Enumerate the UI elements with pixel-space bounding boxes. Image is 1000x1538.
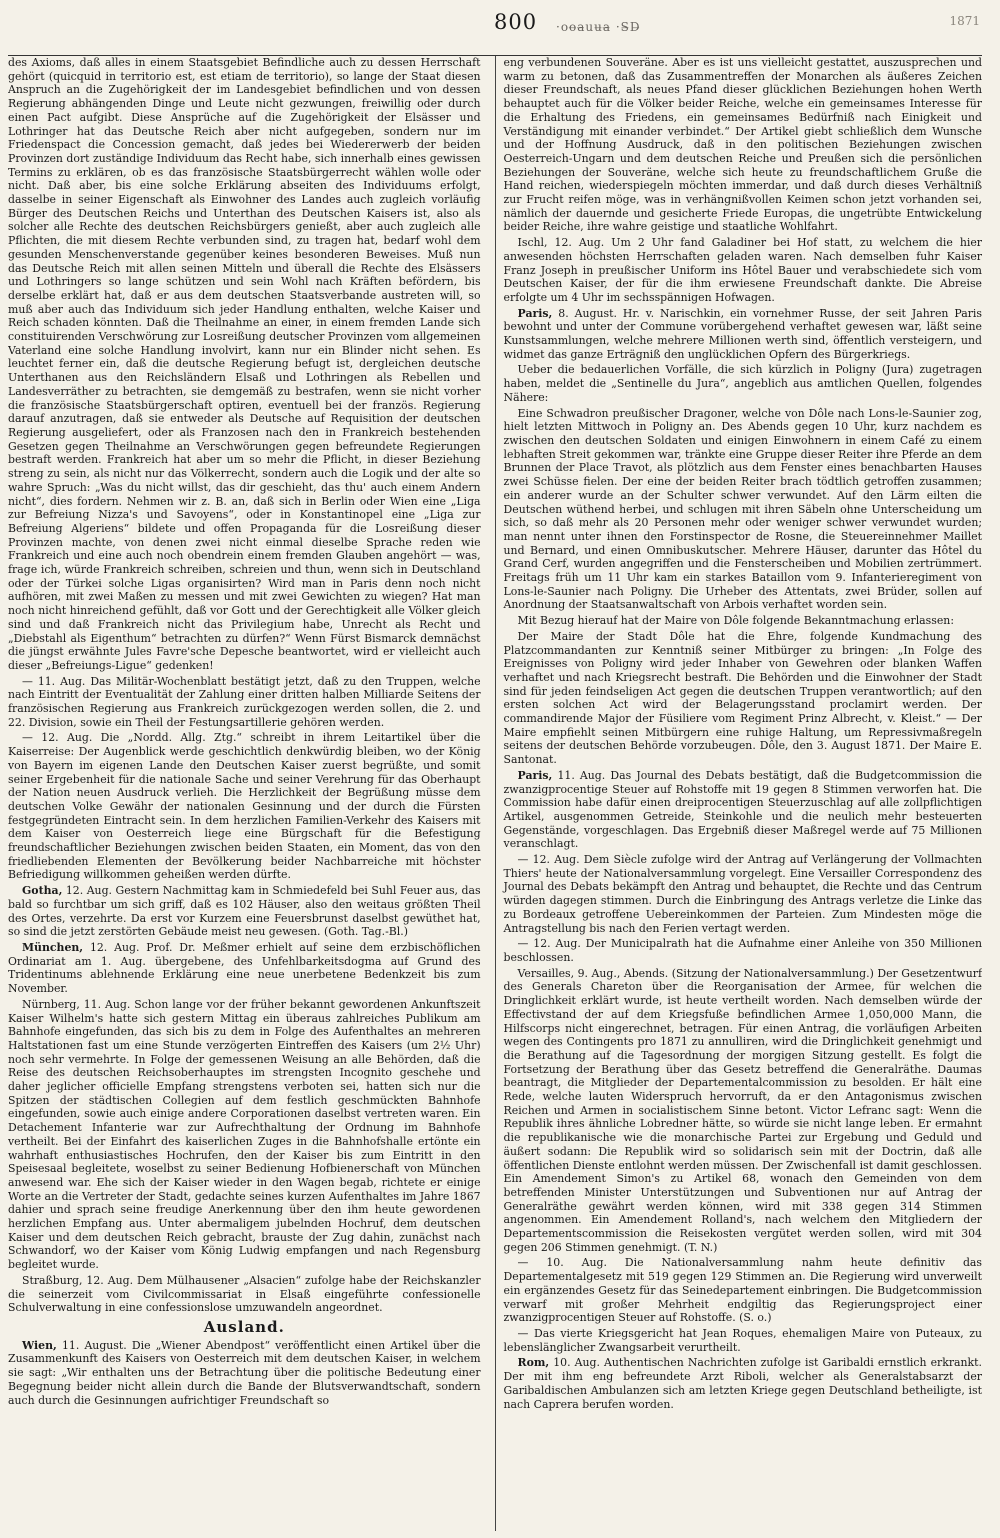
article-paragraph: — 12. Aug. Die „Nordd. Allg. Ztg.“ schreibt in ihrem Leitartikel über die Kaiserreise: Der Augenblick werde geschichtlich denkwürdig bleiben, wo der König von Bayern im eigenen Lande den Deutschen Kaiser zuerst begrüßte, und somit seiner Ergebenheit für die nationale Sache und seiner Verehrung für das Oberhaupt der Nation neuen Ausdruck verlieh. Die Herzlichkeit der Begrüßung müsse dem deutschen Volke Gewähr der nationalen Gesinnung und der durch die Fürsten festgegründeten Eintracht sein. In dem herzlichen Familien-Verkehr des Kaisers mit dem Kaiser von Oesterreich liege eine Bürgschaft für die Befestigung freundschaftlicher Beziehungen zwischen beiden Staaten, ein Moment, das von den friedliebenden Elementen der Bevölkerung beider Nachbarreiche mit höchster Befriedigung willkommen geheißen werden dürfte.	[8, 731, 481, 882]
column-divider	[495, 56, 496, 1531]
article-paragraph: Der Maire der Stadt Dôle hat die Ehre, folgende Kundmachung des Platzcommandanten zur Kenntniß seiner Mitbürger zu bringen: „In Folge des Ereignisses von Poligny wird jeder Inhaber von Gewehren oder blanken Waffen verhaftet und nach Kriegsrecht bestraft. Die Behörden und die Einwohner der Stadt sind für jeden feindseligen Act gegen die deutschen Truppen verantwortlich; auf den ersten solchen Act wird der Belagerungsstand proclamirt werden. Der commandirende Major der Füsiliere vom Regiment Prinz Albrecht, v. Kleist.“ — Der Maire empfiehlt seinen Mitbürgern eine ruhige Haltung, um Repressivmaßregeln seitens der deutschen Behörde vorzubeugen. Dôle, den 3. August 1871. Der Maire E. Santonat.	[503, 629, 982, 767]
article-paragraph: Versailles, 9. Aug., Abends. (Sitzung der Nationalversammlung.) Der Gesetzentwurf des Generals Chareton über die Reorganisation der Armee, für welchen die Dringlichkeit erklärt wurde, ist heute vertheilt worden. Nach demselben würde der Effectivstand der auf dem Kriegsfuße befindlichen Armee 1,050,000 Mann, die Hilfscorps nicht eingerechnet, betragen. Für einen Antrag, die vorläufigen Arbeiten wegen des Contingents pro 1871 zu annulliren, wird die Dringlichkeit genehmigt und die Berathung auf die Tagesordnung der morgigen Sitzung gestellt. Es folgt die Fortsetzung der Berathung über das Gesetz betreffend die Generalräthe. Daumas beantragt, die Mitglieder der Departementalcommission zu besolden. Er hält eine Rede, welche lauten Widerspruch hervorruft, da er den Antagonismus zwischen Reichen und Armen in socialistischem Sinne betont. Victor Lefranc sagt: Wenn die Republik ihres ähnliche Lobredner hätte, so würde sie nicht lange leben. Er ermahnt die republikanische wie die monarchische Partei zur Ergebung und Geduld und äußert sodann: Die Republik wird so solidarisch sein mit der Doctrin, daß alle öffentlichen Dienste entlohnt werden müssen. Der Zwischenfall ist damit geschlossen. Ein Amendement Simon's zu Artikel 68, wonach den Gemeinden von dem betreffenden Minister Unterstützungen und Subventionen nur auf Antrag der Generalräthe gewährt werden können, wird mit 338 gegen 314 Stimmen angenommen. Ein Amendement Rolland's, nach welchem den Mitgliedern der Departementscommission die Reisekosten vergütet werden sollen, wird mit 304 gegen 206 Stimmen genehmigt. (T. N.)	[503, 966, 982, 1254]
article-paragraph: — 12. Aug. Der Municipalrath hat die Aufnahme einer Anleihe von 350 Millionen beschlossen.	[503, 937, 982, 964]
header-year: 1871	[949, 14, 980, 28]
right-column	[502, 56, 982, 1531]
article-paragraph: — 10. Aug. Die Nationalversammlung nahm heute definitiv das Departementalgesetz mit 519 gegen 129 Stimmen an. Die Regierung wird unverweilt ein ergänzendes Gesetz für das Seinedepartement einbringen. Die Budgetcommission verwarf mit großer Mehrheit endgiltig das Regierungsproject einer zwanzigprocentigen Steuer auf Rohstoffe. (S. o.)	[503, 1256, 982, 1325]
header-rule	[8, 55, 982, 56]
text-columns	[8, 56, 982, 1531]
article-paragraph	[504, 1356, 982, 1411]
page-number: 800	[494, 10, 538, 34]
dateline-place: München,	[22, 941, 84, 954]
article-paragraph: — Das vierte Kriegsgericht hat Jean Roques, ehemaligen Maire von Puteaux, zu lebenslänglicher Zwangsarbeit verurtheilt.	[503, 1326, 982, 1354]
article-text: 10. Aug. Authentischen Nachrichten zufolge ist Garibaldi ernstlich erkrankt. Der mit ihm eng befreundete Arzt Riboli, welcher als Generalstabsarzt der Garibaldischen Ambulanzen sich am letzten Kriege gegen Deutschland betheiligte, ist nach Caprera berufen worden.	[503, 1356, 982, 1411]
section-heading: Ausland.	[203, 1317, 285, 1336]
article-text: 11. August. Die „Wiener Abendpost“ veröffentlicht einen Artikel über die Zusammenkunft des Kaisers von Oesterreich mit dem deutschen Kaiser, in welchem sie sagt: „Wir enthalten uns der Betrachtung über die politische Bedeutung einer Begegnung beider nicht allein durch die Bande der Blutsverwandtschaft, sondern auch durch die Gesinnungen aufrichtiger Freundschaft so	[8, 1338, 481, 1407]
dateline-place: Rom,	[517, 1356, 550, 1370]
article-text: 8. August. Hr. v. Narischkin, ein vornehmer Russe, der seit Jahren Paris bewohnt und unter der Commune vorübergehend verhaftet gewesen war, läßt seine Kunstsammlungen, welche mehrere Millionen werth sind, öffentlich versteigern, und widmet das ganze Erträgniß den unglücklichen Opfern des Bürgerkriegs.	[503, 306, 982, 361]
article-text: 12. Aug. Prof. Dr. Meßmer erhielt auf seine dem erzbischöflichen Ordinariat am 1. Aug. übergebene, des Unfehlbarkeitsdogma auf Grund des Tridentinums ablehnende Erklärung eine neue unerbetene Bedenkzeit bis zum November.	[8, 941, 481, 996]
article-paragraph: Ischl, 12. Aug. Um 2 Uhr fand Galadiner bei Hof statt, zu welchem die hier anwesenden höchsten Herrschaften geladen waren. Nach demselben fuhr Kaiser Franz Joseph in preußischer Uniform ins Hôtel Bauer und verabschiedete sich vom Deutschen Kaiser, der für die ihm erwiesene Freundschaft dankte. Die Abreise erfolgte um 4 Uhr im sechsspännigen Hofwagen.	[503, 236, 982, 304]
article-paragraph: des Axioms, daß alles in einem Staatsgebiet Befindliche auch zu dessen Herrschaft gehört (quicquid in territorio est, est etiam de territorio), so lange der Staat diesen Anspruch an die Zugehörigkeit der im Landesgebiet befindlichen und von dessen Regierung abhängenden Dinge und Leute nicht gezwungen, freiwillig oder durch einen Pact aufgibt. Diese Ansprüche auf die Zugehörigkeit der Elsässer und Lothringer hat das Deutsche Reich aber nicht aufgegeben, sondern nur im Friedenspact die Concession gemacht, daß jedes bei Wiedererwerb der beiden Provinzen dort zuständige Individuum das Recht habe, sich innerhalb eines gewissen Termins zu erklären, ob es das französische Staatsbürgerrecht wählen wolle oder nicht. Daß aber, bis eine solche Erklärung abseiten des Individuums erfolgt, dasselbe in seiner Eigenschaft als Einwohner des Landes auch zugleich vorläufig Bürger des Deutschen Reichs und Unterthan des Deutschen Kaisers ist, also als solcher alle Rechte des deutschen Reichsbürgers genießt, aber auch zugleich alle Pflichten, die mit diesem Rechte verbunden sind, zu tragen hat, bedarf wohl dem gesunden Menschenverstande gegenüber keines besonderen Beweises. Muß nun das Deutsche Reich mit allen seinen Mitteln und überall die Rechte des Elsässers und Lothringers so lange schützen und sein Wohl nach Kräften befördern, bis derselbe erklärt hat, daß er aus dem deutschen Staatsverbande austreten will, so muß aber auch das Individuum sich jeder Handlung enthalten, welche Kaiser und Reich schaden könnten. Daß die Theilnahme an einer, in einem fremden Lande sich constituirenden Verschwörung zur Losreißung deutscher Provinzen vom allgemeinen Vaterland eine solche Handlung involvirt, kann nur ein Blinder nicht sehen. Es leuchtet ferner ein, daß die deutsche Regierung befugt ist, dergleichen deutsche Unterthanen aus den Reichsländern Elsaß und Lothringen als Rebellen und Landesverräther zu betrachten, sie demgemäß zu bestrafen, wenn sie nicht vorher die französische Staatsbürgerschaft optiren, eventuell bei der französ. Regierung darauf anzutragen, daß sie entweder als Deutsche auf Requisition der deutschen Regierung ausgeliefert, oder als Franzosen nach den in Frankreich bestehenden Gesetzen gegen Theilnahme an Verschwörungen gegen befreundete Regierungen bestraft werden. Frankreich hat aber um so mehr die Pflicht, in dieser Beziehung streng zu sein, als nicht nur das Völkerrecht, sondern auch die Logik und der alte so wahre Spruch: „Was du nicht willst, das dir geschieht, das thu' auch einem Andern nicht“, dies fordern. Nehmen wir z. B. an, daß sich in Berlin oder Wien eine „Liga zur Befreiung Nizza's und Savoyens“, oder in Konstantinopel eine „Liga zur Befreiung Algeriens“ bildete und offen Propaganda für die Losreißung dieser Provinzen machte, von denen zwei nicht einmal dieselbe Sprache reden wie Frankreich und eine auch noch obendrein einem fremden Glauben angehört — was, frage ich, würde Frankreich schreiben, schreien und thun, wenn sich in Deutschland oder der Türkei solche Ligas organisirten? Wird man in Paris denn noch nicht aufhören, mit zwei Maßen zu messen und mit zwei Gewichten zu wiegen? Hat man noch nicht hinreichend gefühlt, daß vor Gott und der Gerechtigkeit alle Völker gleich sind und daß Frankreich nicht das Privilegium habe, Unrecht als Recht und „Diebstahl als Eigenthum“ betrachten zu dürfen?“ Wenn Fürst Bismarck demnächst die jüngst erwähnte Jules Favre'sche Depesche beantwortet, wird er vielleicht auch dieser „Befreiungs-Ligue“ gedenken!	[8, 56, 481, 672]
article-paragraph: eng verbundenen Souveräne. Aber es ist uns vielleicht gestattet, auszusprechen und warm zu betonen, daß das Zusammentreffen der Monarchen als äußeres Zeichen dieser Freundschaft, als neues Pfand dieser glücklichen Beziehungen hohen Werth behauptet auch für die Völker beider Reiche, welche ein gemeinsames Interesse für die Erhaltung des Friedens, ein gemeinsames Bedürfniß nach Einigkeit und Verständigung mit einander verbindet.“ Der Artikel giebt schließlich dem Wunsche und der Hoffnung Ausdruck, daß in den politischen Beziehungen zwischen Oesterreich-Ungarn und dem deutschen Reiche und Preußen sich die persönlichen Beziehungen der Souveräne, welche sich heute zu freundschaftlichem Gruße die Hand reichen, wiederspiegeln möchten immerdar, und daß durch dieses Verhältniß zur Frucht reifen möge, was in verhängnißvollen Keimen schon jetzt vorhanden sei, nämlich der dauernde und gesicherte Friede Europas, die ungetrübte Entwickelung beider Reiche, ihre wahre geistige und staatliche Wohlfahrt.	[503, 56, 982, 234]
article-paragraph	[504, 307, 982, 362]
article-paragraph	[8, 1339, 481, 1408]
left-column	[8, 56, 489, 1531]
article-paragraph	[504, 769, 982, 851]
article-paragraph	[8, 941, 481, 996]
article-paragraph: Mit Bezug hierauf hat der Maire von Dôle folgende Bekanntmachung erlassen:	[517, 614, 954, 628]
article-paragraph: — 11. Aug. Das Militär-Wochenblatt bestätigt jetzt, daß zu den Truppen, welche nach Eintritt der Eventualität der Zahlung einer dritten halben Milliarde Seitens der französischen Regierung aus Frankreich zurückgezogen werden sollen, die 2. und 22. Division, sowie ein Theil der Festungsartillerie gehören werden.	[8, 674, 481, 729]
article-text: 12. Aug. Gestern Nachmittag kam in Schmiedefeld bei Suhl Feuer aus, das bald so furchtbar um sich griff, daß es 102 Häuser, also den weitaus größten Theil des Ortes, verzehrte. Da erst vor Kurzem eine Feuersbrunst daselbst gewüthet hat, so sind die jetzt zerstörten Gebäude meist neu gewesen. (Goth. Tag.-Bl.)	[8, 884, 481, 939]
article-text: 11. Aug. Das Journal des Debats bestätigt, daß die Budgetcommission die zwanzigprocentige Steuer auf Rohstoffe mit 19 gegen 8 Stimmen verworfen hat. Die Commission habe dafür einen dreiprocentigen Steuerzuschlag auf alle zollpflichtigen Artikel, ausgenommen Getreide, Steinkohle und die neulich mehr besteuerten Gegenstände, vorgeschlagen. Das Ergebniß dieser Maßregel werde auf 75 Millionen veranschlagt.	[503, 768, 982, 851]
article-paragraph: Eine Schwadron preußischer Dragoner, welche von Dôle nach Lons-le-Saunier zog, hielt letzten Mittwoch in Poligny an. Des Abends gegen 10 Uhr, kurz nachdem es zwischen den deutschen Soldaten und einigen Einwohnern in einem Café zu einem lebhaften Streit gekommen war, tränkte eine Gruppe dieser Reiter ihre Pferde an dem Brunnen der Place Travot, als plötzlich aus dem Fenster eines benachbarten Hauses zwei Schüsse fielen. Der eine der beiden Reiter brach tödtlich getroffen zusammen; ein anderer wurde an der Schulter schwer verwundet. Auf den Lärm eilten die Deutschen wüthend herbei, und schlugen mit ihren Säbeln ohne Unterscheidung um sich, so daß mehr als 20 Personen mehr oder weniger schwer verwundet wurden; man nennt unter ihnen den Forstinspector de Rosne, die Steuereinnehmer Maillet und Bernard, und einen Omnibuskutscher. Mehrere Häuser, darunter das Hôtel du Grand Cerf, wurden angegriffen und die Fensterscheiben und Mobilien zertrümmert. Freitags früh um 11 Uhr kam ein starkes Bataillon vom 9. Infanterieregiment von Lons-le-Saunier nach Poligny. Die Urheber des Attentats, zwei Brüder, sollen auf Anordnung der Staatsanwaltschaft von Arbois verhaftet worden sein.	[503, 406, 982, 612]
page-header	[8, 6, 982, 56]
article-paragraph: Nürnberg, 11. Aug. Schon lange vor der früher bekannt gewordenen Ankunftszeit Kaiser Wilhelm's hatte sich gestern Mittag ein überaus zahlreiches Publikum am Bahnhofe eingefunden, das sich bis zu dem in Folge des Aufenthaltes an mehreren Haltstationen fast um eine Stunde verzögerten Eintreffen des Kaisers (um 2½ Uhr) noch sehr vermehrte. In Folge der gemessenen Weisung an alle Behörden, daß die Reise des deutschen Reichsoberhauptes im strengsten Incognito geschehe und daher jeglicher officielle Empfang strengstens verboten sei, hatten sich nur die Spitzen der städtischen Collegien auf dem festlich geschmückten Bahnhofe eingefunden, sowie auch einige andere Corporationen daselbst vertreten waren. Ein Detachement Infanterie war zur Aufrechthaltung der Ordnung im Bahnhofe vertheilt. Bei der Einfahrt des kaiserlichen Zuges in die Bahnhofshalle ertönte ein wahrhaft enthusiastisches Hochrufen, den der Kaiser bis zum Eintritt in den Speisesaal begleitete, woselbst zu seiner Bedienung Hofbienerschaft von München anwesend war. Ehe sich der Kaiser wieder in den Wagen begab, richtete er einige Worte an die Vertreter der Stadt, gedachte seines kurzen Aufenthaltes im Jahre 1867 dahier und sprach seine freudige Anerkennung über den ihm heute gewordenen herzlichen Empfang aus. Unter abermaligem jubelnden Hochruf, dem deutschen Kaiser und dem deutschen Reich gebracht, brauste der Zug dahin, zunächst nach Schwandorf, wo der Kaiser vom König Ludwig empfangen und nach Regensburg begleitet wurde.	[8, 997, 481, 1272]
article-paragraph: — 12. Aug. Dem Siècle zufolge wird der Antrag auf Verlängerung der Vollmachten Thiers' heute der Nationalversammlung vorgelegt. Eine Versailler Correspondenz des Journal des Debats bekämpft den Antrag und behauptet, die Rechte und das Centrum würden dagegen stimmen. Durch die Einbringung des Antrags verletze die Linke das zu Bordeaux getroffene Uebereinkommen der Parteien. Zum Mindesten möge die Antragstellung bis nach den Ferien vertagt werden.	[503, 853, 982, 935]
dateline-place: Gotha,	[22, 884, 63, 898]
dateline-place: Paris,	[517, 768, 553, 782]
header-stamp: ·oo̶a̶uu̶a̶ ·S̶D̶	[556, 20, 641, 34]
article-paragraph: Ueber die bedauerlichen Vorfälle, die sich kürzlich in Poligny (Jura) zugetragen haben, meldet die „Sentinelle du Jura“, angeblich aus amtlichen Quellen, folgendes Nähere:	[503, 363, 982, 404]
dateline-place: Wien,	[22, 1338, 57, 1352]
dateline-place: Paris,	[517, 306, 553, 320]
article-paragraph: Straßburg, 12. Aug. Dem Mülhausener „Alsacien“ zufolge habe der Reichskanzler die seinerzeit vom Civilcommissariat in Elsaß eingeführte confessionelle Schulverwaltung in eine confessionslose umzuwandeln angeordnet.	[8, 1273, 481, 1315]
article-paragraph	[8, 884, 481, 939]
